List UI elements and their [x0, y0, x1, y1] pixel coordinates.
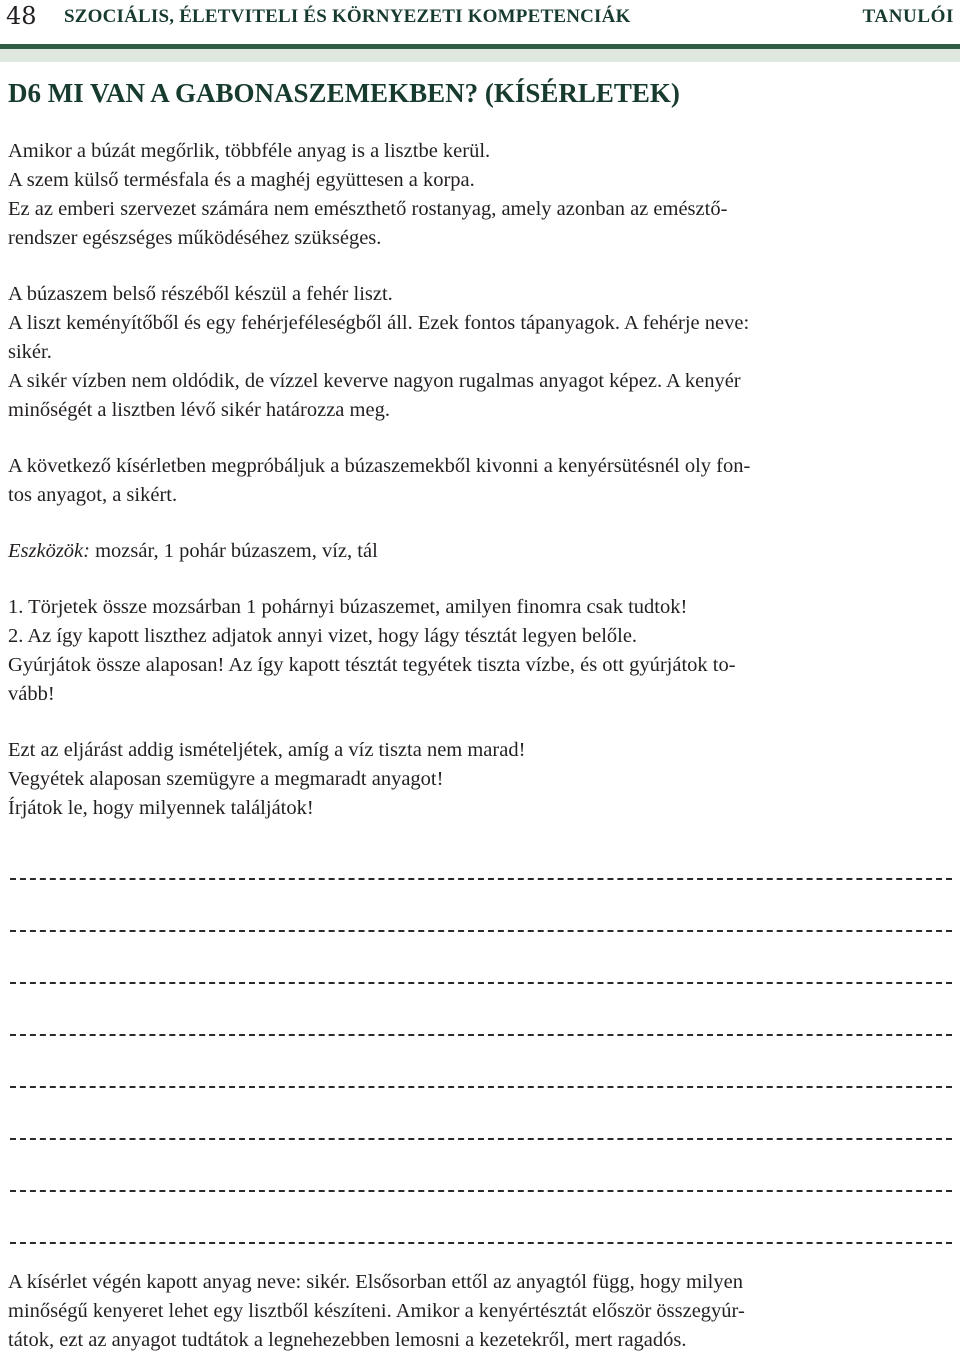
text-line: A kísérlet végén kapott anyag neve: sikér. Elsősorban ettől az anyagtól függ, hogy milyen [8, 1271, 743, 1293]
text-line: 2. Az így kapott liszthez adjatok annyi vizet, hogy lágy tésztát legyen belőle. [8, 625, 638, 647]
flour-paragraph [8, 280, 956, 425]
text-line: tátok, ezt az anyagot tudtátok a legnehezebben lemosni a kezetekről, mert ragadós. [8, 1329, 687, 1351]
text-line: minőségű kenyeret lehet egy lisztből készíteni. Amikor a kenyértésztát először összegyúr- [8, 1300, 745, 1322]
page-header [0, 0, 960, 34]
section-title: D6 MI VAN A GABONASZEMEKBEN? (KÍSÉRLETEK) [8, 78, 680, 108]
answer-lines[interactable] [10, 878, 952, 1294]
instructions-paragraph [8, 736, 956, 823]
answer-line[interactable] [10, 930, 952, 934]
text-line: Vegyétek alaposan szemügyre a megmaradt anyagot! [8, 768, 444, 790]
answer-line[interactable] [10, 878, 952, 882]
running-title: SZOCIÁLIS, ÉLETVITELI ÉS KÖRNYEZETI KOMPETENCIÁK [64, 6, 631, 27]
text-line: tos anyagot, a sikért. [8, 484, 178, 506]
text-line: 1. Törjetek össze mozsárban 1 pohárnyi búzaszemet, amilyen finomra csak tudtok! [8, 596, 688, 618]
experiment-paragraph [8, 452, 956, 510]
conclusion-paragraph [8, 1268, 956, 1355]
text-line: Amikor a búzát megőrlik, többféle anyag is a lisztbe kerül. [8, 140, 491, 162]
text-line: A liszt keményítőből és egy fehérjeféleségből áll. Ezek fontos tápanyagok. A fehérje neve: [8, 312, 750, 334]
text-line: vább! [8, 683, 55, 705]
text-line: Írjátok le, hogy milyennek találjátok! [8, 797, 314, 819]
tools-label: Eszközök: [8, 540, 90, 562]
intro-paragraph [8, 137, 956, 253]
answer-line[interactable] [10, 1138, 952, 1142]
answer-line[interactable] [10, 982, 952, 986]
answer-line[interactable] [10, 1086, 952, 1090]
text-line: A szem külső termésfala és a maghéj együttesen a korpa. [8, 169, 475, 191]
text-line: sikér. [8, 341, 52, 363]
text-line: Ezt az eljárást addig ismételjétek, amíg a víz tiszta nem marad! [8, 739, 526, 761]
answer-line[interactable] [10, 1242, 952, 1246]
page-number: 48 [6, 2, 37, 30]
text-line: Gyúrjátok össze alaposan! Az így kapott tésztát tegyétek tiszta vízbe, és ott gyúrjátok to- [8, 654, 736, 676]
text-line: A búzaszem belső részéből készül a fehér liszt. [8, 283, 393, 305]
student-label: TANULÓI [862, 6, 954, 27]
tools-line [8, 537, 956, 566]
text-line: Ez az emberi szervezet számára nem emészthető rostanyag, amely azonban az emésztő- [8, 198, 728, 220]
answer-line[interactable] [10, 1190, 952, 1194]
tools-value: mozsár, 1 pohár búzaszem, víz, tál [89, 540, 378, 562]
text-line: minőségét a lisztben lévő sikér határozza meg. [8, 399, 390, 421]
answer-line[interactable] [10, 1034, 952, 1038]
text-line: A sikér vízben nem oldódik, de vízzel keverve nagyon rugalmas anyagot képez. A kenyér [8, 370, 741, 392]
steps-paragraph [8, 593, 956, 709]
text-line: rendszer egészséges működéséhez szükséges. [8, 227, 382, 249]
text-line: A következő kísérletben megpróbáljuk a búzaszemekből kivonni a kenyérsütésnél oly fon- [8, 455, 751, 477]
header-rule [0, 44, 960, 49]
